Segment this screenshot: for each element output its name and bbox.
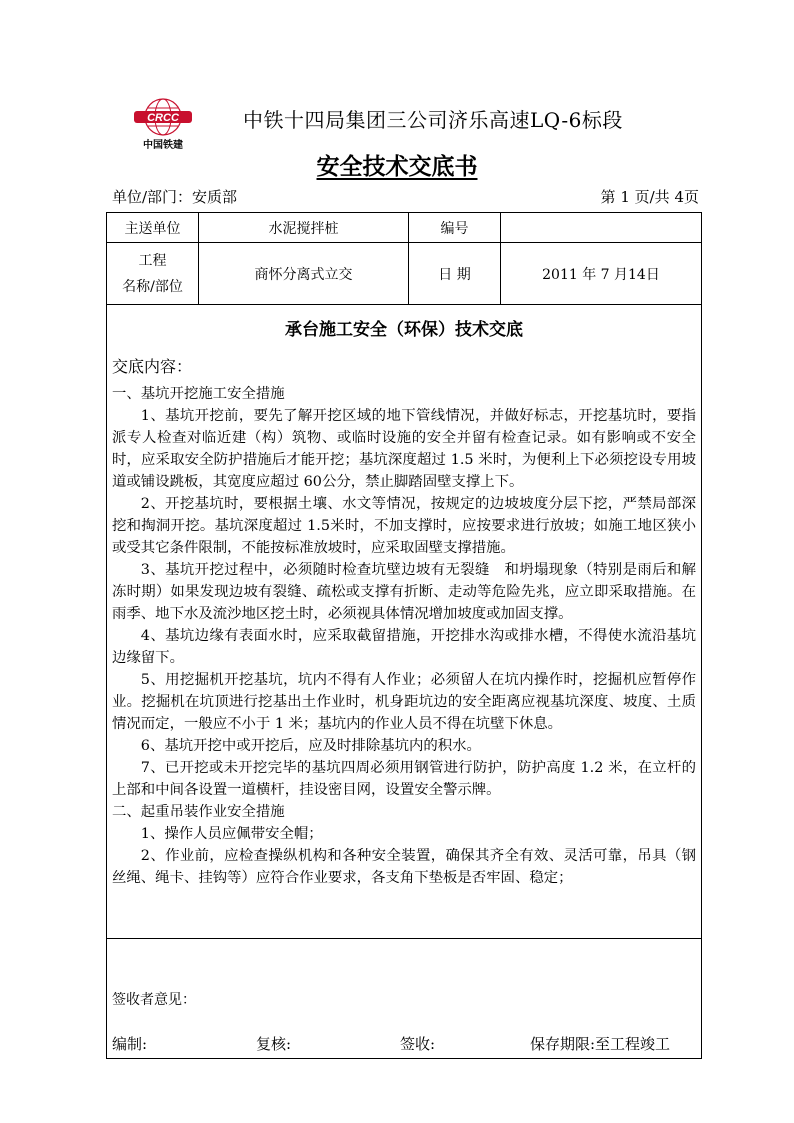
code-label: 编号 [409,213,501,243]
code-value [501,213,702,243]
section-heading: 二、起重吊装作业安全措施 [112,804,285,820]
section-heading: 一、基坑开挖施工安全措施 [112,386,285,402]
recipient-label: 主送单位 [107,213,199,243]
recipient-value: 水泥搅拌桩 [199,213,409,243]
project-label-line1: 工程 [138,252,167,269]
project-label-line2: 名称/部位 [122,278,183,295]
footer-compile: 编制: [112,1035,148,1053]
form-row-content [107,305,702,939]
svg-text:CRCC: CRCC [147,112,179,124]
signoff-label: 签收者意见： [112,991,196,1008]
content-paragraphs [112,383,696,889]
date-value: 2011 年 7 月14日 [501,243,702,305]
unit-department: 单位/部门：安质部 [112,188,238,206]
company-name: 中铁十四局集团三公司济乐高速LQ-6标段 [243,108,623,132]
disclosure-form-table [106,212,702,1059]
crcc-logo-icon [124,96,202,152]
content-paragraph: 6、基坑开挖中或开挖后，应及时排除基坑内的积水。 [140,738,481,754]
project-value: 商怀分离式立交 [199,243,409,305]
footer-retention: 保存期限:至工程竣工 [530,1035,671,1053]
date-label: 日 期 [409,243,501,305]
content-paragraph: 7、已开挖或未开挖完毕的基坑四周必须用钢管进行防护，防护高度 1.2 米，在立杆的上部和中间各设置一道横杆，挂设密目网，设置安全警示牌。 [112,760,696,798]
content-paragraph: 4、基坑边缘有表面水时，应采取截留措施，开挖排水沟或排水槽，不得使水流沿基坑边缘留下。 [112,628,696,666]
content-paragraph: 2、开挖基坑时，要根据土壤、水文等情况，按规定的边坡坡度分层下挖，严禁局部深挖和掏洞开挖。基坑深度超过 1.5米时，不加支撑时，应按要求进行放坡；如施工地区狭小或受其它条件限制，不能按标准放坡时，应采取固壁支撑措施。 [112,496,696,556]
content-title: 承台施工安全（环保）技术交底 [285,320,523,340]
company-logo [124,96,202,152]
content-paragraph: 2、作业前，应检查操纵机构和各种安全装置，确保其齐全有效、灵活可靠，吊具（钢丝绳、绳卡、挂钩等）应符合作业要求，各支角下垫板是否牢固、稳定； [112,848,696,886]
footer-sign: 签收: [400,1035,436,1053]
content-cell [107,305,702,939]
footer-review: 复核: [256,1035,292,1053]
content-paragraph: 3、基坑开挖过程中，必须随时检查坑壁边坡有无裂缝 和坍塌现象（特别是雨后和解冻时期）如果发现边坡有裂缝、疏松或支撑有折断、走动等危险先兆，应立即采取措施。在雨季、地下水及流沙地区挖土时，必须视具体情况增加坡度或加固支撑。 [112,562,696,622]
form-row-project [107,243,702,305]
page-indicator: 第 1 页/共 4页 [600,188,699,206]
content-intro: 交底内容： [112,357,193,376]
svg-text:中国铁建: 中国铁建 [143,140,183,151]
content-paragraph: 1、操作人员应佩带安全帽； [140,826,323,842]
content-paragraph: 5、用挖掘机开挖基坑，坑内不得有人作业；必须留人在坑内操作时，挖掘机应暂停作业。挖掘机在坑顶进行挖基出土作业时，机身距坑边的安全距离应视基坑深度、坡度、土质情况而定，一般应不小于 1 米；基坑内的作业人员不得在坑壁下休息。 [112,672,696,732]
form-row-recipient [107,213,702,243]
project-label [107,243,199,305]
content-paragraph: 1、基坑开挖前，要先了解开挖区域的地下管线情况，并做好标志，开挖基坑时，要指派专人检查对临近建（构）筑物、或临时设施的安全并留有检查记录。如有影响或不安全时，应采取安全防护措施后才能开挖；基坑深度超过 1.5 米时，为便利上下必须挖设专用坡道或铺设跳板，其宽度应超过 60公分，禁止脚踏固壁支撑上下。 [112,408,696,490]
document-title: 安全技术交底书 [316,153,478,180]
